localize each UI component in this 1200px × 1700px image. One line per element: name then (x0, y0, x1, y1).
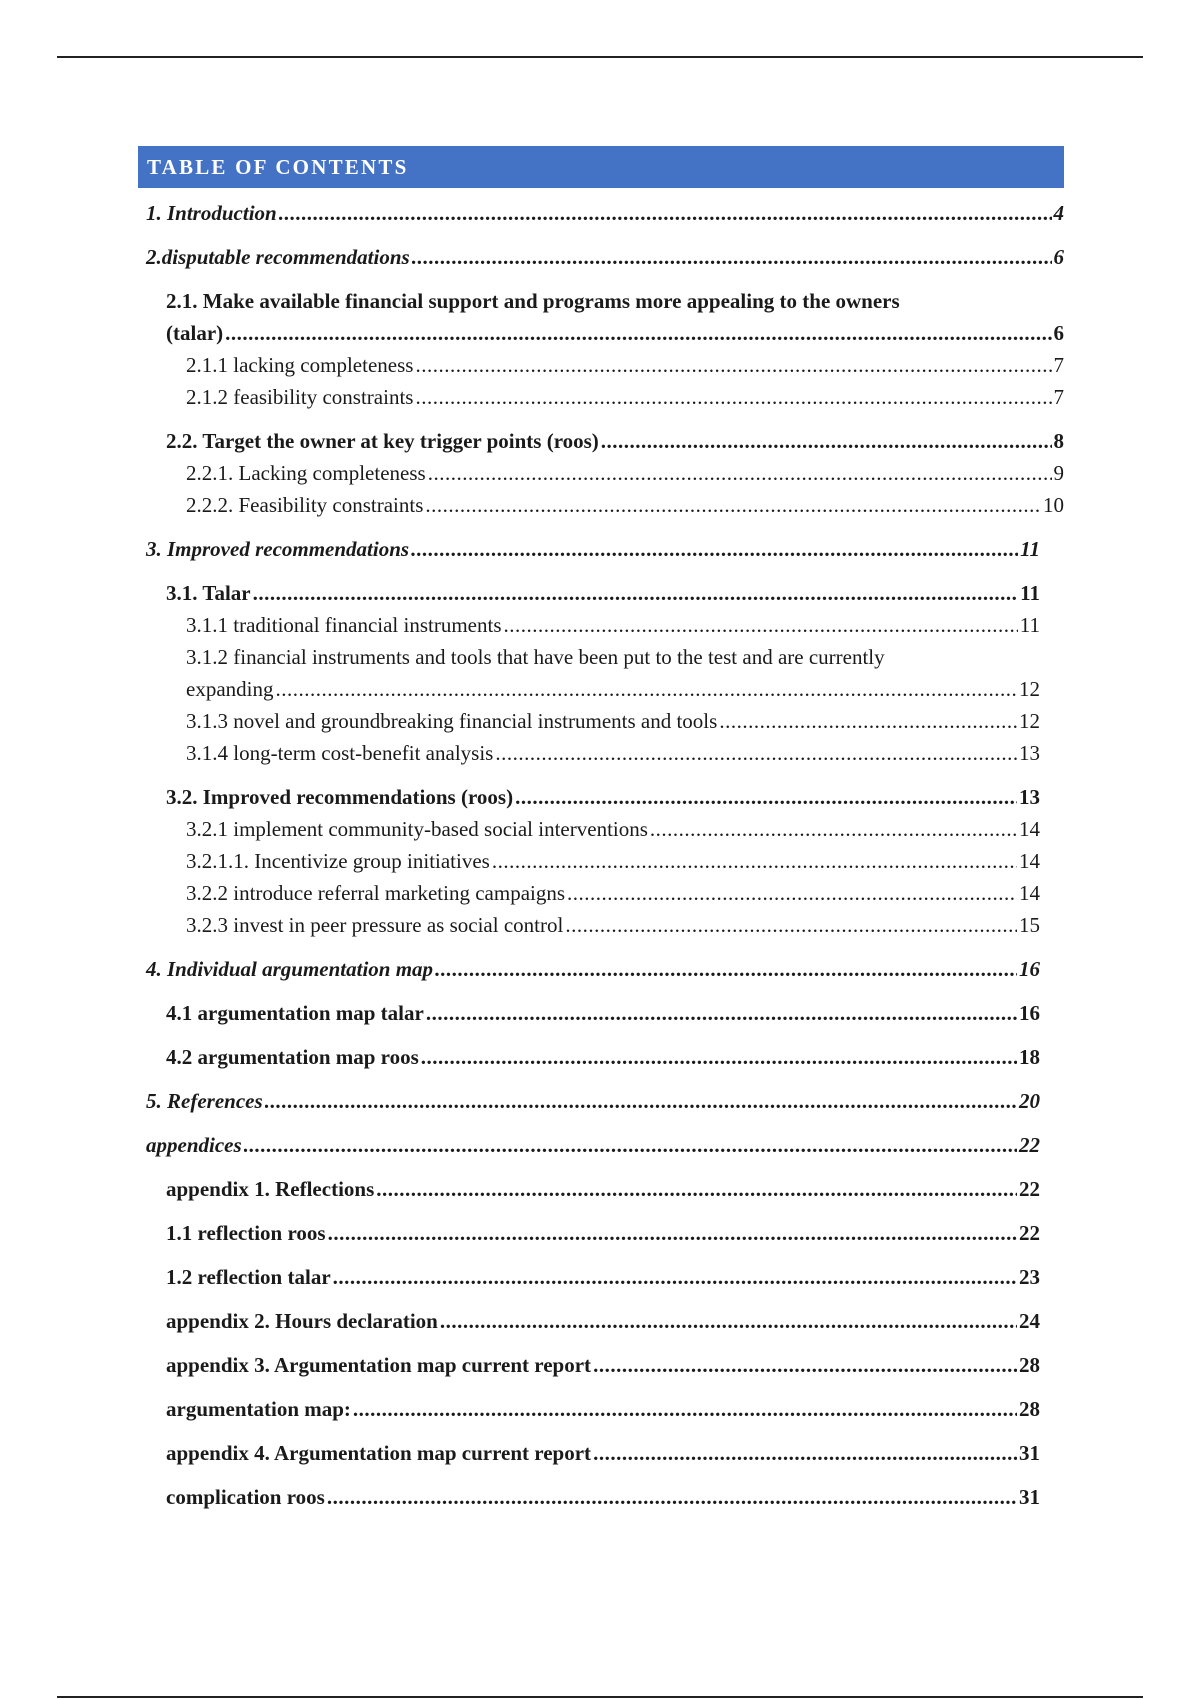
toc-entry-page: 11 (1020, 581, 1040, 605)
dot-leader (567, 877, 1017, 909)
toc-entry-references[interactable] (138, 1085, 1064, 1117)
dot-leader (440, 1305, 1017, 1337)
toc-entry-appendix-3[interactable] (138, 1349, 1064, 1381)
toc-entry-label: 3. Improved recommendations (146, 537, 410, 561)
toc-entry-tested-instruments[interactable] (138, 641, 1064, 705)
toc-entry-label: 3.1.1 traditional financial instruments (186, 613, 502, 637)
toc-entry-complication-roos[interactable] (138, 1481, 1064, 1513)
toc-entry-label: 1. Introduction (146, 201, 277, 225)
toc-entry-improved-recommendations[interactable] (138, 533, 1064, 565)
toc-entry-disputable-recommendations[interactable] (138, 241, 1064, 273)
header-rule (57, 56, 1143, 58)
toc-entry-label: 4. Individual argumentation map (146, 957, 434, 981)
toc-entry-appendices[interactable] (138, 1129, 1064, 1161)
dot-leader (225, 317, 1051, 349)
toc-entry-page: 4 (1053, 201, 1064, 225)
toc-entry-page: 8 (1053, 429, 1064, 453)
dot-leader (495, 737, 1017, 769)
toc-entry-label: 3.1.4 long-term cost-benefit analysis (186, 741, 494, 765)
dot-leader (412, 241, 1052, 273)
toc-entry-talar[interactable] (138, 577, 1064, 609)
toc-entry-page: 7 (1053, 385, 1064, 409)
toc-entry-label: appendix 4. Argumentation map current report (166, 1441, 592, 1465)
dot-leader (333, 1261, 1017, 1293)
toc-entry-introduction[interactable] (138, 197, 1064, 229)
toc-entry-label: 3.2.1.1. Incentivize group initiatives (186, 849, 490, 873)
toc-entry-page: 31 (1019, 1441, 1040, 1465)
dot-leader (265, 1085, 1017, 1117)
toc-entry-label: 4.1 argumentation map talar (166, 1001, 424, 1025)
toc-entry-label: 3.2.2 introduce referral marketing campaigns (186, 881, 566, 905)
toc-entry-page: 20 (1019, 1089, 1040, 1113)
toc-entry-individual-argumentation-map[interactable] (138, 953, 1064, 985)
dot-leader (425, 489, 1041, 521)
toc-entry-page: 12 (1019, 709, 1040, 733)
toc-entry-label: complication roos (166, 1485, 325, 1509)
toc-entry-reflection-roos[interactable] (138, 1217, 1064, 1249)
footer-rule (57, 1696, 1143, 1698)
toc-entry-label: appendices (146, 1133, 242, 1157)
toc-entry-page: 13 (1019, 741, 1040, 765)
toc-entry-page: 28 (1019, 1397, 1040, 1421)
toc-entry-appendix-4[interactable] (138, 1437, 1064, 1469)
toc-entry-group-initiatives[interactable] (138, 845, 1064, 877)
dot-leader (328, 1217, 1017, 1249)
toc-entry-page: 28 (1019, 1353, 1040, 1377)
toc-entry-page: 14 (1019, 849, 1040, 873)
toc-entry-page: 11 (1019, 613, 1040, 637)
dot-leader (415, 381, 1051, 413)
toc-entry-label: 2.1.1 lacking completeness (186, 353, 414, 377)
dot-leader (601, 425, 1052, 457)
dot-leader (253, 577, 1019, 609)
dot-leader (435, 953, 1017, 985)
toc-entry-label: 2.2.2. Feasibility constraints (186, 493, 424, 517)
dot-leader (719, 705, 1017, 737)
toc-entry-improved-recommendations-roos[interactable] (138, 781, 1064, 813)
toc-entry-label: appendix 3. Argumentation map current report (166, 1353, 592, 1377)
toc-entry-label-line1: 3.1.2 financial instruments and tools that have been put to the test and are currently (186, 645, 885, 669)
dot-leader (593, 1437, 1017, 1469)
dot-leader (244, 1129, 1017, 1161)
toc-entry-label: 1.1 reflection roos (166, 1221, 326, 1245)
toc-entry-page: 6 (1053, 245, 1064, 269)
toc-entry-lacking-completeness-roos[interactable] (138, 457, 1064, 489)
toc-entry-financial-support-talar[interactable] (138, 285, 1064, 349)
toc-entry-page: 7 (1053, 353, 1064, 377)
toc-entry-trigger-points-roos[interactable] (138, 425, 1064, 457)
toc-entry-traditional-instruments[interactable] (138, 609, 1064, 641)
dot-leader (593, 1349, 1017, 1381)
toc-entry-feasibility-constraints-roos[interactable] (138, 489, 1064, 521)
dot-leader (376, 1173, 1017, 1205)
toc-entry-appendix-reflections[interactable] (138, 1173, 1064, 1205)
dot-leader (650, 813, 1017, 845)
toc-entry-label: 3.2.1 implement community-based social interventions (186, 817, 648, 841)
toc-entry-page: 18 (1019, 1045, 1040, 1069)
toc-entry-page: 12 (1019, 677, 1040, 701)
toc-entry-label: 2.1.2 feasibility constraints (186, 385, 414, 409)
toc-entry-peer-pressure[interactable] (138, 909, 1064, 941)
toc-entry-page: 10 (1043, 493, 1064, 517)
toc-entry-label: 1.2 reflection talar (166, 1265, 331, 1289)
dot-leader (275, 673, 1017, 705)
toc-entry-label-line2: (talar) (166, 321, 224, 345)
toc-title: TABLE OF CONTENTS (138, 146, 1064, 188)
toc-entry-page: 22 (1019, 1221, 1040, 1245)
dot-leader (415, 349, 1051, 381)
dot-leader (411, 533, 1018, 565)
toc-entry-label: 5. References (146, 1089, 263, 1113)
toc-entry-page: 22 (1019, 1177, 1040, 1201)
toc-entry-novel-instruments[interactable] (138, 705, 1064, 737)
toc-entry-label: 2.2.1. Lacking completeness (186, 461, 426, 485)
toc-entry-label: 3.2. Improved recommendations (roos) (166, 785, 514, 809)
toc-entry-label: appendix 1. Reflections (166, 1177, 375, 1201)
toc-entry-page: 11 (1020, 537, 1040, 561)
dot-leader (327, 1481, 1017, 1513)
dot-leader (421, 1041, 1017, 1073)
toc-entry-label: 4.2 argumentation map roos (166, 1045, 419, 1069)
toc-entry-page: 14 (1019, 817, 1040, 841)
toc-entry-page: 16 (1019, 1001, 1040, 1025)
toc-list (138, 197, 1064, 1513)
toc-entry-label-line2: expanding (186, 677, 274, 701)
toc-entry-argumentation-map[interactable] (138, 1393, 1064, 1425)
toc-entry-label: 2.2. Target the owner at key trigger points (roos) (166, 429, 599, 453)
toc-entry-label: appendix 2. Hours declaration (166, 1309, 438, 1333)
toc-entry-page: 31 (1019, 1485, 1040, 1509)
table-of-contents (138, 146, 1064, 1513)
toc-entry-cost-benefit[interactable] (138, 737, 1064, 769)
toc-entry-label: 3.1.3 novel and groundbreaking financial instruments and tools (186, 709, 718, 733)
dot-leader (515, 781, 1017, 813)
toc-entry-label-line1: 2.1. Make available financial support and programs more appealing to the owners (166, 289, 900, 313)
toc-entry-page: 6 (1053, 321, 1064, 345)
toc-entry-argumentation-map-talar[interactable] (138, 997, 1064, 1029)
toc-entry-page: 22 (1019, 1133, 1040, 1157)
dot-leader (279, 197, 1052, 229)
toc-entry-referral-marketing[interactable] (138, 877, 1064, 909)
toc-entry-argumentation-map-roos[interactable] (138, 1041, 1064, 1073)
toc-entry-page: 9 (1053, 461, 1064, 485)
toc-entry-label: 3.2.3 invest in peer pressure as social control (186, 913, 564, 937)
toc-entry-label: 2.disputable recommendations (146, 245, 410, 269)
toc-entry-page: 16 (1019, 957, 1040, 981)
dot-leader (353, 1393, 1017, 1425)
dot-leader (565, 909, 1017, 941)
toc-entry-lacking-completeness-talar[interactable] (138, 349, 1064, 381)
toc-entry-page: 23 (1019, 1265, 1040, 1289)
toc-entry-page: 24 (1019, 1309, 1040, 1333)
toc-entry-page: 15 (1019, 913, 1040, 937)
dot-leader (492, 845, 1017, 877)
toc-entry-feasibility-constraints-talar[interactable] (138, 381, 1064, 413)
toc-entry-hours-declaration[interactable] (138, 1305, 1064, 1337)
toc-entry-page: 14 (1019, 881, 1040, 905)
dot-leader (428, 457, 1052, 489)
dot-leader (504, 609, 1018, 641)
toc-entry-reflection-talar[interactable] (138, 1261, 1064, 1293)
toc-entry-label: argumentation map: (166, 1397, 351, 1421)
toc-entry-label: 3.1. Talar (166, 581, 251, 605)
toc-entry-page: 13 (1019, 785, 1040, 809)
toc-entry-community-interventions[interactable] (138, 813, 1064, 845)
dot-leader (426, 997, 1017, 1029)
